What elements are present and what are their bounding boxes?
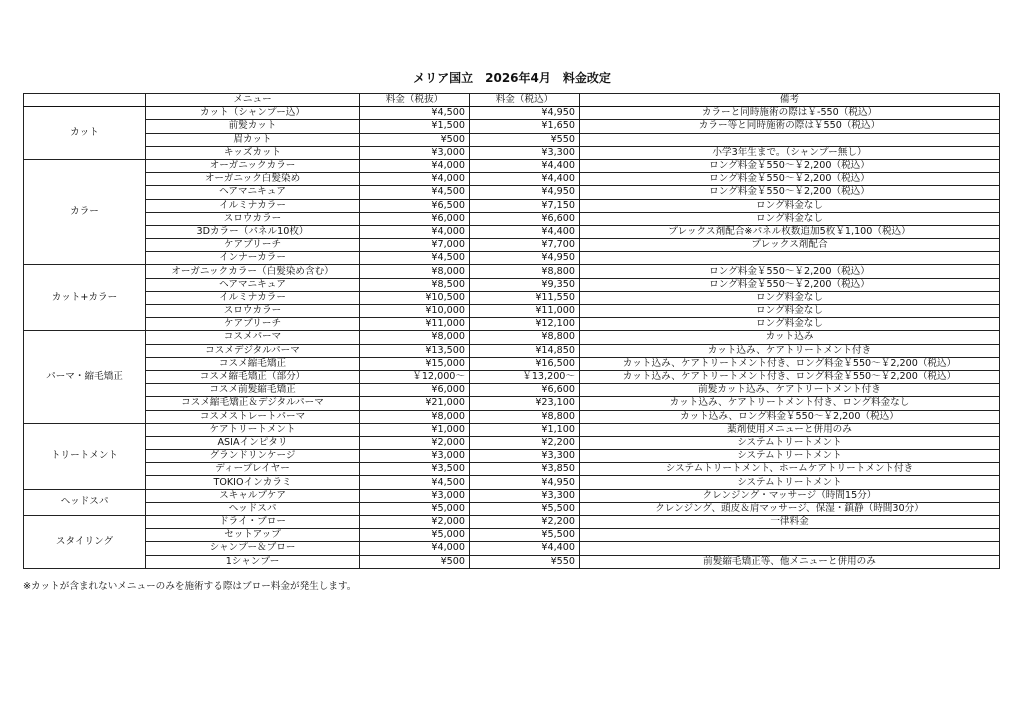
menu-item: イルミナカラー	[146, 291, 360, 304]
menu-item: コスメパーマ	[146, 331, 360, 344]
price-in-tax: ¥3,300	[470, 146, 580, 159]
table-row	[24, 252, 1000, 265]
table-row	[24, 502, 1000, 515]
price-ex-tax: ¥8,000	[360, 410, 470, 423]
price-ex-tax: ¥4,000	[360, 225, 470, 238]
category-label: スタイリング	[24, 516, 146, 569]
price-ex-tax: ¥4,500	[360, 107, 470, 120]
header-price-in-tax: 料金（税込）	[470, 94, 580, 107]
table-row	[24, 133, 1000, 146]
price-in-tax: ¥6,600	[470, 384, 580, 397]
price-in-tax: ¥2,200	[470, 436, 580, 449]
menu-item: 3Dカラー（パネル10枚）	[146, 225, 360, 238]
group-color	[24, 159, 1000, 265]
remarks: プレックス剤配合※パネル枚数追加5枚￥1,100（税込）	[580, 225, 1000, 238]
table-row	[24, 107, 1000, 120]
remarks: カット込み、ケアトリートメント付き、ロング料金￥550～￥2,200（税込）	[580, 357, 1000, 370]
table-row	[24, 278, 1000, 291]
remarks: ロング料金なし	[580, 318, 1000, 331]
table-row	[24, 384, 1000, 397]
table-row	[24, 186, 1000, 199]
table-row	[24, 173, 1000, 186]
price-ex-tax: ¥3,000	[360, 146, 470, 159]
price-in-tax: ¥14,850	[470, 344, 580, 357]
menu-item: シャンプー＆ブロー	[146, 542, 360, 555]
remarks: カット込み、ケアトリートメント付き、ロング料金￥550～￥2,200（税込）	[580, 370, 1000, 383]
price-ex-tax: ¥8,500	[360, 278, 470, 291]
price-ex-tax: ¥13,500	[360, 344, 470, 357]
remarks: システムトリートメント	[580, 436, 1000, 449]
price-ex-tax: ¥500	[360, 133, 470, 146]
price-ex-tax: ¥4,500	[360, 252, 470, 265]
table-row	[24, 450, 1000, 463]
group-head-spa	[24, 489, 1000, 515]
price-in-tax: ¥8,800	[470, 331, 580, 344]
price-in-tax: ¥7,700	[470, 239, 580, 252]
menu-item: ヘアマニキュア	[146, 278, 360, 291]
menu-item: セットアップ	[146, 529, 360, 542]
price-in-tax: ¥4,950	[470, 107, 580, 120]
price-ex-tax: ¥4,500	[360, 186, 470, 199]
price-in-tax: ¥11,000	[470, 305, 580, 318]
menu-item: ケアトリートメント	[146, 423, 360, 436]
price-in-tax: ¥11,550	[470, 291, 580, 304]
menu-item: 前髪カット	[146, 120, 360, 133]
remarks: クレンジング・マッサージ（時間15分）	[580, 489, 1000, 502]
price-in-tax: ¥5,500	[470, 529, 580, 542]
menu-item: ヘアマニキュア	[146, 186, 360, 199]
group-perm-straightening	[24, 331, 1000, 423]
menu-item: オーガニック白髪染め	[146, 173, 360, 186]
remarks: 一律料金	[580, 516, 1000, 529]
menu-item: スロウカラー	[146, 305, 360, 318]
category-label: ヘッドスパ	[24, 489, 146, 515]
price-in-tax: ¥4,400	[470, 173, 580, 186]
remarks: ロング料金なし	[580, 305, 1000, 318]
price-ex-tax: ¥1,000	[360, 423, 470, 436]
price-in-tax: ¥3,850	[470, 463, 580, 476]
price-in-tax: ¥4,950	[470, 476, 580, 489]
remarks: プレックス剤配合	[580, 239, 1000, 252]
menu-item: カット（シャンプー込）	[146, 107, 360, 120]
remarks	[580, 529, 1000, 542]
remarks: カット込み、ロング料金￥550～￥2,200（税込）	[580, 410, 1000, 423]
price-ex-tax: ¥5,000	[360, 502, 470, 515]
menu-item: TOKIOインカラミ	[146, 476, 360, 489]
price-in-tax: ¥8,800	[470, 265, 580, 278]
page-title: メリア国立 2026年4月 料金改定	[413, 71, 611, 85]
remarks: カット込み、ケアトリートメント付き	[580, 344, 1000, 357]
menu-item: ケアブリーチ	[146, 239, 360, 252]
price-ex-tax: ¥4,500	[360, 476, 470, 489]
menu-item: ASIAインピタリ	[146, 436, 360, 449]
price-ex-tax: ¥4,000	[360, 173, 470, 186]
remarks: ロング料金￥550～￥2,200（税込）	[580, 173, 1000, 186]
header-remarks: 備考	[580, 94, 1000, 107]
price-in-tax: ￥13,200～	[470, 370, 580, 383]
table-row	[24, 159, 1000, 172]
price-in-tax: ¥550	[470, 555, 580, 568]
price-in-tax: ¥8,800	[470, 410, 580, 423]
menu-item: スキャルプケア	[146, 489, 360, 502]
remarks: 前髪縮毛矯正等、他メニューと併用のみ	[580, 555, 1000, 568]
price-table	[23, 93, 1000, 569]
price-in-tax: ¥12,100	[470, 318, 580, 331]
header-category	[24, 94, 146, 107]
table-row	[24, 225, 1000, 238]
menu-item: ディープレイヤー	[146, 463, 360, 476]
remarks	[580, 133, 1000, 146]
table-row	[24, 489, 1000, 502]
menu-item: オーガニックカラー（白髪染め含む）	[146, 265, 360, 278]
group-styling	[24, 516, 1000, 569]
price-ex-tax: ¥8,000	[360, 331, 470, 344]
price-ex-tax: ¥11,000	[360, 318, 470, 331]
table-row	[24, 463, 1000, 476]
table-row	[24, 318, 1000, 331]
price-in-tax: ¥16,500	[470, 357, 580, 370]
menu-item: 眉カット	[146, 133, 360, 146]
table-row	[24, 291, 1000, 304]
price-in-tax: ¥550	[470, 133, 580, 146]
category-label: トリートメント	[24, 423, 146, 489]
remarks: カット込み、ケアトリートメント付き、ロング料金なし	[580, 397, 1000, 410]
table-row	[24, 344, 1000, 357]
table-row	[24, 239, 1000, 252]
price-in-tax: ¥1,650	[470, 120, 580, 133]
table-row	[24, 146, 1000, 159]
menu-item: キッズカット	[146, 146, 360, 159]
price-in-tax: ¥6,600	[470, 212, 580, 225]
menu-item: スロウカラー	[146, 212, 360, 225]
price-in-tax: ¥23,100	[470, 397, 580, 410]
table-row	[24, 542, 1000, 555]
price-ex-tax: ¥7,000	[360, 239, 470, 252]
footnote: ※カットが含まれないメニューのみを施術する際はブロー料金が発生します。	[23, 581, 357, 592]
price-ex-tax: ¥10,000	[360, 305, 470, 318]
category-label: カラー	[24, 159, 146, 265]
price-ex-tax: ¥2,000	[360, 516, 470, 529]
price-in-tax: ¥4,950	[470, 252, 580, 265]
remarks	[580, 542, 1000, 555]
price-in-tax: ¥4,950	[470, 186, 580, 199]
remarks: システムトリートメント	[580, 476, 1000, 489]
menu-item: ケアブリーチ	[146, 318, 360, 331]
remarks: ロング料金￥550～￥2,200（税込）	[580, 265, 1000, 278]
remarks: 薬剤使用メニューと併用のみ	[580, 423, 1000, 436]
menu-item: 1シャンプー	[146, 555, 360, 568]
table-row	[24, 199, 1000, 212]
menu-item: ドライ・ブロー	[146, 516, 360, 529]
remarks: システムトリートメント	[580, 450, 1000, 463]
remarks: ロング料金￥550～￥2,200（税込）	[580, 278, 1000, 291]
table-row	[24, 516, 1000, 529]
price-ex-tax: ¥21,000	[360, 397, 470, 410]
price-in-tax: ¥3,300	[470, 450, 580, 463]
price-ex-tax: ¥2,000	[360, 436, 470, 449]
group-cut-color	[24, 265, 1000, 331]
table-row	[24, 357, 1000, 370]
menu-item: コスメ縮毛矯正＆デジタルパーマ	[146, 397, 360, 410]
price-ex-tax: ¥5,000	[360, 529, 470, 542]
category-label: カット+カラー	[24, 265, 146, 331]
remarks: ロング料金なし	[580, 291, 1000, 304]
menu-item: コスメ縮毛矯正（部分）	[146, 370, 360, 383]
remarks: ロング料金￥550～￥2,200（税込）	[580, 159, 1000, 172]
price-in-tax: ¥9,350	[470, 278, 580, 291]
table-row	[24, 370, 1000, 383]
table-header-row	[24, 94, 1000, 107]
table-row	[24, 410, 1000, 423]
price-ex-tax: ¥6,500	[360, 199, 470, 212]
table-row	[24, 529, 1000, 542]
table-row	[24, 212, 1000, 225]
menu-item: コスメストレートパーマ	[146, 410, 360, 423]
remarks: 小学3年生まで。（シャンプー無し）	[580, 146, 1000, 159]
remarks: クレンジング、頭皮＆肩マッサージ、保湿・鎮静（時間30分）	[580, 502, 1000, 515]
price-ex-tax: ¥6,000	[360, 384, 470, 397]
price-ex-tax: ¥4,000	[360, 159, 470, 172]
table-row	[24, 120, 1000, 133]
menu-item: ヘッドスパ	[146, 502, 360, 515]
price-in-tax: ¥4,400	[470, 225, 580, 238]
price-in-tax: ¥1,100	[470, 423, 580, 436]
remarks	[580, 252, 1000, 265]
remarks: カラーと同時施術の際は￥-550（税込）	[580, 107, 1000, 120]
price-ex-tax: ¥3,000	[360, 489, 470, 502]
table-row	[24, 476, 1000, 489]
header-price-ex-tax: 料金（税抜）	[360, 94, 470, 107]
group-treatment	[24, 423, 1000, 489]
menu-item: コスメデジタルパーマ	[146, 344, 360, 357]
table-row	[24, 265, 1000, 278]
header-menu: メニュー	[146, 94, 360, 107]
price-ex-tax: ¥3,500	[360, 463, 470, 476]
remarks: ロング料金なし	[580, 212, 1000, 225]
table-row	[24, 555, 1000, 568]
menu-item: オーガニックカラー	[146, 159, 360, 172]
remarks: 前髪カット込み、ケアトリートメント付き	[580, 384, 1000, 397]
remarks: カラー等と同時施術の際は￥550（税込）	[580, 120, 1000, 133]
menu-item: イルミナカラー	[146, 199, 360, 212]
price-ex-tax: ¥8,000	[360, 265, 470, 278]
menu-item: インナーカラー	[146, 252, 360, 265]
remarks: ロング料金なし	[580, 199, 1000, 212]
price-ex-tax: ¥1,500	[360, 120, 470, 133]
price-ex-tax: ¥10,500	[360, 291, 470, 304]
remarks: システムトリートメント、ホームケアトリートメント付き	[580, 463, 1000, 476]
group-cut	[24, 107, 1000, 160]
price-ex-tax: ￥12,000～	[360, 370, 470, 383]
price-ex-tax: ¥500	[360, 555, 470, 568]
price-ex-tax: ¥6,000	[360, 212, 470, 225]
remarks: ロング料金￥550～￥2,200（税込）	[580, 186, 1000, 199]
price-ex-tax: ¥4,000	[360, 542, 470, 555]
table-row	[24, 397, 1000, 410]
menu-item: コスメ前髪縮毛矯正	[146, 384, 360, 397]
remarks: カット込み	[580, 331, 1000, 344]
price-in-tax: ¥3,300	[470, 489, 580, 502]
category-label: カット	[24, 107, 146, 160]
price-in-tax: ¥4,400	[470, 542, 580, 555]
price-in-tax: ¥4,400	[470, 159, 580, 172]
price-ex-tax: ¥15,000	[360, 357, 470, 370]
category-label: パーマ・縮毛矯正	[24, 331, 146, 423]
table-row	[24, 305, 1000, 318]
table-row	[24, 423, 1000, 436]
price-in-tax: ¥2,200	[470, 516, 580, 529]
menu-item: グランドリンケージ	[146, 450, 360, 463]
price-in-tax: ¥5,500	[470, 502, 580, 515]
price-in-tax: ¥7,150	[470, 199, 580, 212]
price-ex-tax: ¥3,000	[360, 450, 470, 463]
table-row	[24, 331, 1000, 344]
menu-item: コスメ縮毛矯正	[146, 357, 360, 370]
table-row	[24, 436, 1000, 449]
